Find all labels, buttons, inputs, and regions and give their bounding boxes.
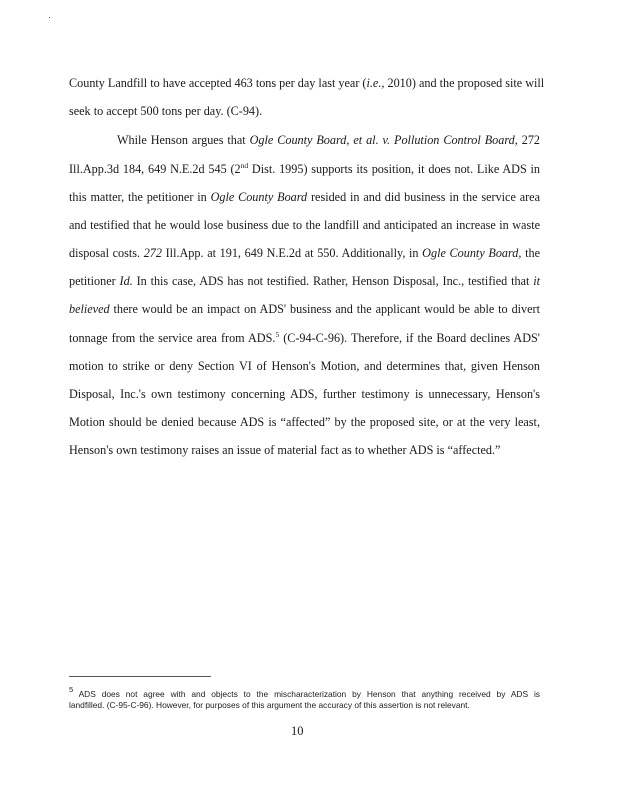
paragraph-2-line-6: petitioner Id. In this case, ADS has not testified. Rather, Henson Disposal, Inc., testified that it <box>69 274 540 288</box>
paragraph-2-line-8: tonnage from the service area from ADS.$^5$ (C-94-C-96). Therefore, if the Board declines ADS' <box>69 330 541 345</box>
footnote-separator <box>69 676 211 677</box>
paragraph-2-line-12: Henson's own testimony raises an issue of material fact as to whether ADS is “affected.” <box>69 443 501 457</box>
footnote-line-2: landfilled. (C-95-C-96). However, for purposes of this argument the accuracy of this assertion is not relevant. <box>69 700 470 710</box>
scan-speck <box>49 17 50 18</box>
paragraph-2-line-9: motion to strike or deny Section VI of Henson's Motion, and determines that, given Henson <box>69 359 540 373</box>
paragraph-2-line-7: believed there would be an impact on ADS' business and the applicant would be able to divert <box>69 302 540 316</box>
paragraph-2-line-11: Motion should be denied because ADS is “affected” by the proposed site, or at the very least, <box>69 415 540 429</box>
paragraph-1-line-2: seek to accept 500 tons per day. (C-94). <box>69 104 263 118</box>
page-number: 10 <box>291 724 304 738</box>
paragraph-2-line-3: this matter, the petitioner in Ogle County Board resided in and did business in the service area <box>69 190 540 204</box>
paragraph-2-line-5: disposal costs. 272 Ill.App. at 191, 649 N.E.2d at 550. Additionally, in Ogle County Board, the <box>69 246 540 260</box>
paragraph-2-line-4: and testified that he would lose business due to the landfill and anticipated an increase in waste <box>69 218 540 232</box>
footnote-number: 5 <box>69 685 74 694</box>
paragraph-1-line-1: County Landfill to have accepted 463 tons per day last year (i.e., 2010) and the proposed site will <box>69 76 545 90</box>
paragraph-2-line-1: While Henson argues that Ogle County Board, et al. v. Pollution Control Board, 272 <box>117 133 541 147</box>
footnote-line-1: $^5$ ADS does not agree with and objects to the mischaracterization by Henson that anything received by ADS is <box>69 685 540 699</box>
paragraph-2-line-10: Disposal, Inc.'s own testimony concerning ADS, further testimony is unnecessary, Henson's <box>69 387 540 401</box>
paragraph-2-line-2: Ill.App.3d 184, 649 N.E.2d 545 (2nd Dist. 1995) supports its position, it does not. Like ADS in <box>69 161 540 176</box>
